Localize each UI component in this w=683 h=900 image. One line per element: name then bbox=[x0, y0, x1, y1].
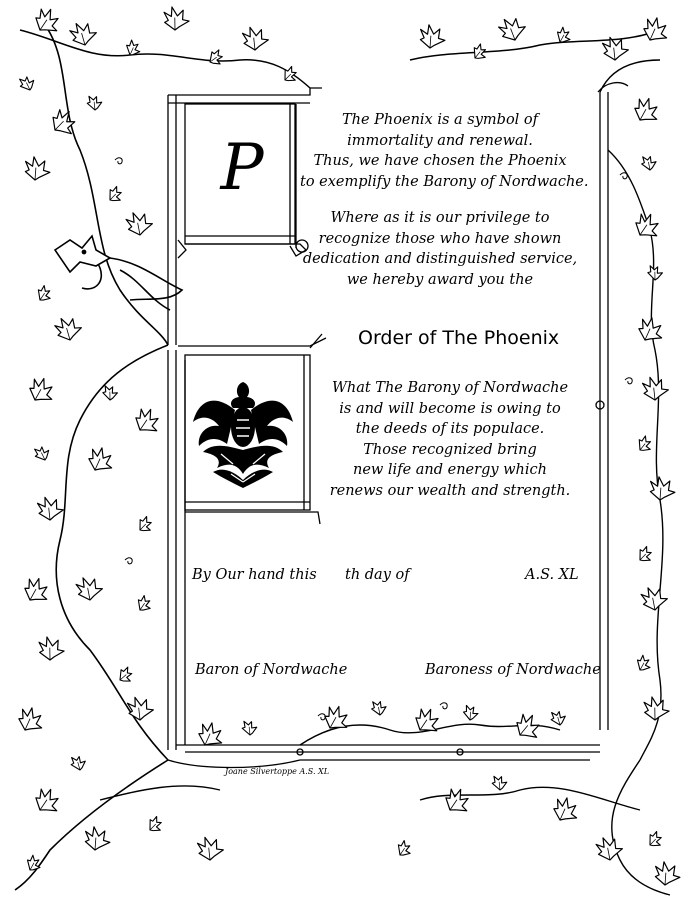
description-line: What The Barony of Nordwache bbox=[331, 380, 569, 396]
phoenix-icon bbox=[193, 382, 293, 488]
intro-line: Thus, we have chosen the Phoenix bbox=[313, 153, 567, 169]
description-line: Those recognized bring bbox=[363, 441, 537, 458]
description-text bbox=[325, 378, 575, 501]
right-vine bbox=[608, 150, 670, 895]
description-line: the deeds of its populace. bbox=[355, 421, 545, 437]
privilege-line: recognize those who have shown bbox=[318, 230, 562, 247]
baroness-signature-label: Baroness of Nordwache bbox=[425, 662, 601, 678]
privilege-line: we hereby award you the bbox=[346, 271, 534, 288]
privilege-text bbox=[300, 208, 580, 290]
description-line: is and will become is owing to bbox=[339, 400, 561, 417]
intro-text bbox=[300, 110, 589, 192]
intro-line: to exemplify the Barony of Nordwache. bbox=[300, 173, 589, 190]
date-line-day: th day of bbox=[345, 567, 410, 583]
initial-letter: P bbox=[220, 131, 264, 205]
award-title: Order of The Phoenix bbox=[358, 327, 560, 349]
privilege-line: dedication and distinguished service, bbox=[302, 251, 578, 267]
bottom-vine bbox=[100, 724, 640, 810]
date-line-prefix: By Our hand this bbox=[192, 567, 317, 583]
intro-line: The Phoenix is a symbol of bbox=[341, 112, 539, 128]
description-line: renews our wealth and strength. bbox=[329, 482, 571, 499]
date-line-year: A.S. XL bbox=[525, 567, 579, 583]
intro-line: immortality and renewal. bbox=[347, 132, 533, 149]
privilege-line: Where as it is our privilege to bbox=[330, 210, 550, 226]
baron-signature-label: Baron of Nordwache bbox=[195, 662, 348, 678]
description-line: new life and energy which bbox=[352, 462, 547, 478]
artist-credit: Joane Silvertoppe A.S. XL bbox=[225, 767, 330, 776]
